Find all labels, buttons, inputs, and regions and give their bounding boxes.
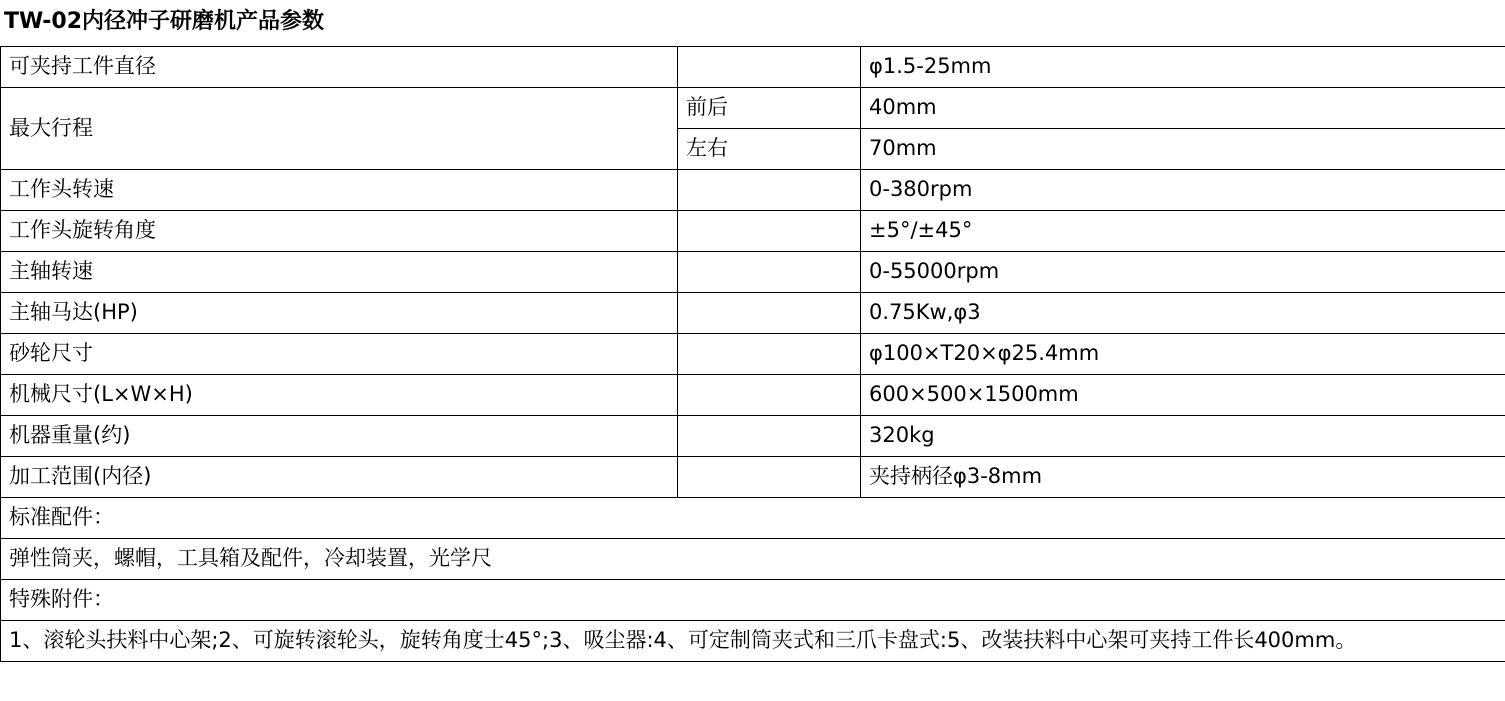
- spec-value: 0.75Kw,φ3: [861, 293, 1505, 334]
- spec-value: 320kg: [861, 416, 1505, 457]
- table-row: [1, 375, 1505, 416]
- standard-accessories-title: 标准配件：: [1, 498, 1505, 539]
- spec-sublabel: [678, 375, 861, 416]
- spec-sublabel: [678, 252, 861, 293]
- spec-value: 夹持柄径φ3-8mm: [861, 457, 1505, 498]
- spec-value: 40mm: [861, 88, 1505, 129]
- spec-value: φ100×T20×φ25.4mm: [861, 334, 1505, 375]
- spec-sublabel: [678, 293, 861, 334]
- spec-sublabel: [678, 211, 861, 252]
- spec-sublabel: [678, 334, 861, 375]
- spec-value: 0-380rpm: [861, 170, 1505, 211]
- table-row: [1, 47, 1505, 88]
- spec-label: 砂轮尺寸: [1, 334, 678, 375]
- spec-sublabel: 前后: [678, 88, 861, 129]
- table-row: [1, 416, 1505, 457]
- spec-table: [0, 46, 1505, 662]
- spec-value: 70mm: [861, 129, 1505, 170]
- page-title: TW-02内径冲子研磨机产品参数: [4, 9, 325, 34]
- table-row: [1, 293, 1505, 334]
- spec-label: 主轴转速: [1, 252, 678, 293]
- table-row: [1, 621, 1505, 662]
- spec-label: 主轴马达(HP): [1, 293, 678, 334]
- table-row: [1, 457, 1505, 498]
- table-row: [1, 170, 1505, 211]
- spec-label: 机械尺寸(L×W×H): [1, 375, 678, 416]
- spec-sublabel: 左右: [678, 129, 861, 170]
- special-accessories-value: 1、滚轮头扶料中心架;2、可旋转滚轮头，旋转角度士45°;3、吸尘器:4、可定制筒夹式和三爪卡盘式:5、改装扶料中心架可夹持工件长400mm。: [1, 621, 1505, 662]
- spec-label: 最大行程: [1, 88, 678, 170]
- spec-value: 0-55000rpm: [861, 252, 1505, 293]
- spec-label: 加工范围(内径): [1, 457, 678, 498]
- spec-sublabel: [678, 457, 861, 498]
- spec-sublabel: [678, 47, 861, 88]
- spec-label: 工作头转速: [1, 170, 678, 211]
- table-row: [1, 252, 1505, 293]
- spec-value: 600×500×1500mm: [861, 375, 1505, 416]
- spec-label: 可夹持工件直径: [1, 47, 678, 88]
- spec-value: ±5°/±45°: [861, 211, 1505, 252]
- table-row: [1, 580, 1505, 621]
- spec-value: φ1.5-25mm: [861, 47, 1505, 88]
- table-row: [1, 88, 1505, 129]
- spec-label: 机器重量(约): [1, 416, 678, 457]
- spec-label: 工作头旋转角度: [1, 211, 678, 252]
- table-row: [1, 539, 1505, 580]
- special-accessories-title: 特殊附件：: [1, 580, 1505, 621]
- table-row: [1, 498, 1505, 539]
- table-row: [1, 334, 1505, 375]
- spec-sublabel: [678, 416, 861, 457]
- standard-accessories-value: 弹性筒夹，螺帽，工具箱及配件，冷却装置，光学尺: [1, 539, 1505, 580]
- spec-sublabel: [678, 170, 861, 211]
- table-row: [1, 211, 1505, 252]
